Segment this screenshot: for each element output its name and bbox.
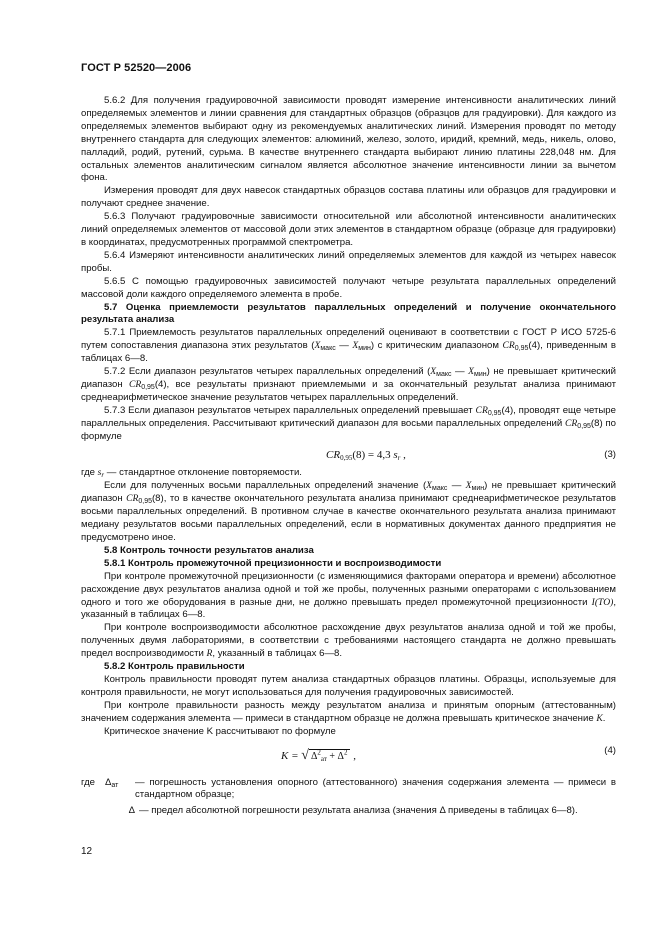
formula-4-number: (4) bbox=[604, 744, 616, 756]
paragraph-5-6-5: 5.6.5 С помощью градуировочных зависимостей получают четыре результата параллельных определений массовой доли каждого определяемого элемента в пробе. bbox=[81, 275, 616, 300]
page-number: 12 bbox=[81, 846, 93, 857]
legend-row-delta-at bbox=[81, 777, 616, 803]
legend-symbol: Δ bbox=[128, 805, 135, 817]
paragraph-5-6-2: 5.6.2 Для получения градуировочной зависимости проводят измерение интенсивности аналитических линий определяемых элементов и линии сравнения для стандартных образцов (образцов для градуировки). Для каждого из определяемых элементов выбирают одну из рекомендуемых аналитических линий. Измерения проводят по методу внутреннего стандарта для следующих элементов: алюминий, железо, золото, иридий, кремний, медь, никель, олово, палладий, родий, рутений, сурьма. В качестве внутреннего стандарта выбирают линию платины 228,048 нм. Для остальных элементов аналитическим сигналом является абсолютное значение интенсивности линии за вычетом фона. bbox=[81, 95, 616, 184]
paragraph-5-7-3-eight: Если для полученных восьми параллельных определений значение ($X_{макс}$ — $X_{мин}$) не превышает критический диапазон $CR_{0,95}(8)$, то в качестве окончательного результата анализа принимают среднеарифметическое результатов восьми параллельных определений. В противном случае в качестве окончательного результата анализа принимают медиану результатов восьми параллельных определений, если в нормативных документах данного предприятия не предусмотрено иное. bbox=[81, 480, 616, 543]
paragraph-5-7-2: 5.7.2 Если диапазон результатов четырех параллельных определений ($X_{макс}$ — $X_{мин}$) не превышает критический диапазон $CR_{0,95}(4)$, все результаты признают приемлемыми и за окончательный результат анализа принимают среднеарифметическое значение результатов четырех параллельных определений. bbox=[81, 366, 617, 403]
legend-where: где bbox=[81, 776, 96, 788]
paragraph-5-6-2-measurements: Измерения проводят для двух навесок стандартных образцов состава платины или образцов для градуировки и получают среднее значение. bbox=[81, 185, 616, 210]
paragraph-5-8-2-critical: При контроле правильности разность между результатом анализа и принятым опорным (аттестованным) значением содержания элемента — примеси в стандартном образце не должна превышать критическое значение K. bbox=[81, 699, 616, 724]
section-heading-5-8-2: 5.8.2 Контроль правильности bbox=[104, 661, 245, 673]
where-sr-definition: где $s_r$ — стандартное отклонение повторяемости. bbox=[81, 467, 302, 480]
formula-3 bbox=[81, 446, 616, 466]
legend-row-delta bbox=[81, 805, 616, 818]
formula-4 bbox=[81, 743, 616, 775]
formula-4-radicand: $\Delta^2_{ат} + \Delta^2$ bbox=[309, 749, 351, 763]
legend-symbol: $\Delta_{ат}$ bbox=[105, 776, 119, 789]
paragraph-5-6-4: 5.6.4 Измеряют интенсивности аналитических линий определяемых элементов для каждой из четырех навесок пробы. bbox=[81, 249, 616, 274]
paragraph-5-8-1-intermediate: При контроле промежуточной прецизионности (с изменяющимися факторами оператора и времени) абсолютное расхождение двух результатов анализа одной и той же пробы, полученных разными операторами с использованием одного и того же оборудования в разные дни, не должно превышать предел промежуточной прецизионности I(TO), указанный в таблицах 6—8. bbox=[81, 570, 616, 621]
legend-text: — предел абсолютной погрешности результата анализа (значения Δ приведены в таблицах 6—8). bbox=[139, 805, 578, 817]
document-header: ГОСТ Р 52520—2006 bbox=[81, 62, 192, 74]
paragraph-5-8-2-samples: Контроль правильности проводят путем анализа стандартных образцов платины. Образцы, используемые для контроля правильности, не могут использоваться для получения градуировочных зависимостей. bbox=[81, 673, 616, 698]
paragraph-5-7-3: 5.7.3 Если диапазон результатов четырех параллельных определений превышает $CR_{0,95}(4)$, проводят еще четыре параллельных определения. Рассчитывают критический диапазон для восьми параллельных определений $CR_{0,95}(8)$ по формуле bbox=[81, 404, 616, 442]
paragraph-5-6-3: 5.6.3 Получают градуировочные зависимости относительной или абсолютной интенсивности аналитических линий определяемых элементов от массовой доли этих элементов в стандартном образце (образце для градуировки) в координатах, предусмотренных программой спектрометра. bbox=[81, 211, 616, 248]
section-heading-5-7: 5.7 Оценка приемлемости результатов параллельных определений и получение окончательного результата анализа bbox=[81, 301, 616, 326]
legend-text: — погрешность установления опорного (аттестованного) значения содержания элемента — примеси в стандартном образце; bbox=[135, 776, 616, 801]
formula-4-expression: K = √ $\Delta^2_{ат} + \Delta^2$ , bbox=[281, 747, 356, 763]
formula-3-expression: $CR_{0,95}(8) = 4,3$ $s_r$ , bbox=[326, 449, 406, 463]
sqrt-icon: √ bbox=[301, 747, 309, 763]
formula-3-number: (3) bbox=[604, 449, 616, 461]
paragraph-5-8-2-formula-intro: Критическое значение K рассчитывают по формуле bbox=[104, 725, 336, 737]
paragraph-5-8-1-reproducibility: При контроле воспроизводимости абсолютное расхождение двух результатов анализа одной и той же пробы, полученных двумя лабораториями, в соответствии с требованиями настоящего стандарта не должно превышать предел воспроизводимости R, указанный в таблицах 6—8. bbox=[81, 622, 616, 660]
document-body bbox=[81, 95, 616, 818]
paragraph-5-7-1: 5.7.1 Приемлемость результатов параллельных определений оценивают в соответствии с ГОСТ Р ИСО 5725-6 путем сопоставления диапазона этих результатов ($X_{макс}$ — $X_{мин}$) с критическим диапазоном $CR_{0,95}(4)$, приведенным в таблицах 6—8. bbox=[81, 327, 617, 365]
section-heading-5-8: 5.8 Контроль точности результатов анализа bbox=[104, 544, 314, 556]
section-heading-5-8-1: 5.8.1 Контроль промежуточной прецизионности и воспроизводимости bbox=[104, 557, 442, 569]
